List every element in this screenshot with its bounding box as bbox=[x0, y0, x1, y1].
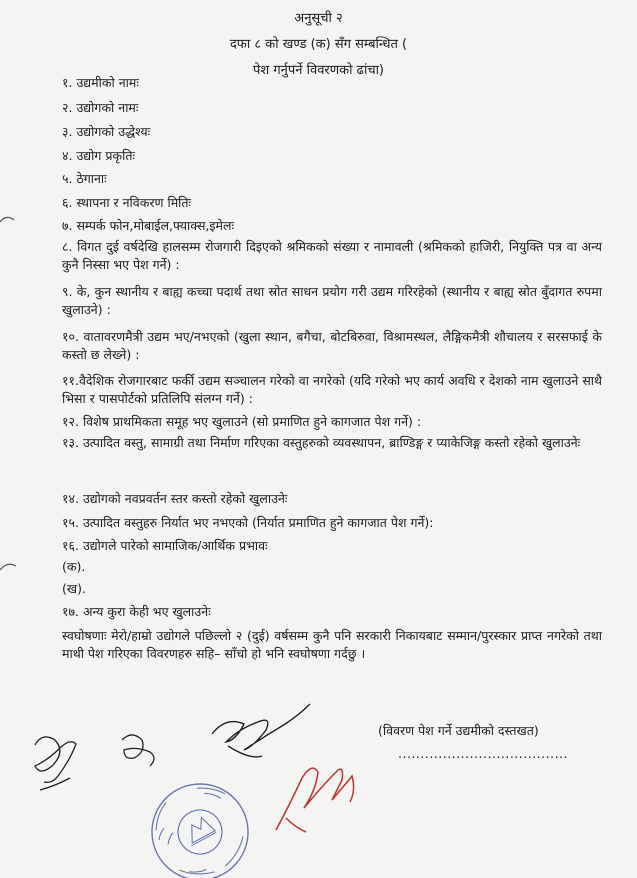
annex-subtitle-2: पेश गर्नुपर्ने विवरणको ढांचा) bbox=[252, 63, 385, 78]
item-15: १५. उत्पादित वस्तुहरु निर्यात भए नभएको (निर्यात प्रमाणित हुने कागजात पेश गर्ने): bbox=[62, 515, 434, 530]
item-5: ५. ठेगानाः bbox=[62, 171, 107, 186]
annex-subtitle: दफा ८ को खण्ड (क) सँग सम्बन्धित ( bbox=[229, 37, 408, 52]
item-10: १०. वातावरणमैत्री उद्यम भए/नभएको (खुला स्थान, बगैचा, बोटबिरुवा, विश्रामस्थल, लैङ्गिकमैत्री शौचालय र सरसफाई के कस्तो छ लेख्ने) : bbox=[62, 329, 602, 362]
item-14: १४. उद्योगको नवप्रवर्तन स्तर कस्तो रहेको खुलाउनेः bbox=[62, 491, 288, 506]
item-16: १६. उद्योगले पारेको सामाजिक/आर्थिक प्रभावः bbox=[62, 538, 268, 553]
item-1: १. उद्यमीको नामः bbox=[62, 75, 139, 90]
item-3: ३. उद्योगको उद्धेश्यः bbox=[62, 124, 151, 139]
item-9: ९. के, कुन स्थानीय र बाह्य कच्चा पदार्थ तथा स्रोत साधन प्रयोग गरी उद्यम गरिरहेको (स्थानीय र बाह्य स्रोत बुँदागत रुपमा खुलाउने) : bbox=[62, 284, 602, 317]
item-6: ६. स्थापना र नविकरण मितिः bbox=[62, 195, 192, 210]
signature-caption: (विवरण पेश गर्ने उद्यमीको दस्तखत) bbox=[378, 723, 539, 738]
signature-line: ...................................... bbox=[398, 746, 568, 761]
item-12: १२. विशेष प्राथमिकता समूह भए खुलाउने (सो प्रमाणित हुने कागजात पेश गर्ने) : bbox=[62, 414, 422, 429]
sub-item-b: (ख). bbox=[62, 581, 86, 596]
annex-title: अनुसूची २ bbox=[294, 11, 343, 26]
self-declaration: स्वघोषणाः मेरो/हाम्रो उद्योगले पछिल्लो २ (दुई) वर्षसम्म कुनै पनि सरकारी निकायबाट सम्मान/पुरस्कार प्राप्त नगरेको तथा माथी पेश गरिएका विवरणहरु सहि– साँचो हो भनि स्वघोषणा गर्दछु । bbox=[62, 628, 602, 661]
sub-item-a: (क). bbox=[62, 559, 86, 574]
item-2: २. उद्योगको नामः bbox=[62, 100, 139, 115]
item-7: ७. सम्पर्क फोन,मोबाईल,फ्याक्स,इमेलः bbox=[62, 218, 235, 233]
item-11: ११.वैदेशिक रोजगारबाट फर्की उद्यम सञ्चालन गरेको वा नगरेको (यदि गरेको भए कार्य अवधि र देशको नाम खुलाउने साथै भिसा र पासपोर्टको प्रतिलिपि संलग्न गर्ने) : bbox=[62, 373, 602, 406]
item-4: ४. उद्योग प्रकृतिः bbox=[62, 148, 136, 163]
item-17: १७. अन्य कुरा केही भए खुलाउनेः bbox=[62, 604, 211, 619]
item-13: १३. उत्पादित वस्तु, सामाग्री तथा निर्माण गरिएका वस्तुहरुको व्यवस्थापन, ब्राण्डिङ्ग र प्याकेजिङ्ग कस्तो रहेको खुलाउनेः bbox=[62, 435, 581, 450]
item-8: ८. विगत दुई वर्षदेखि हालसम्म रोजगारी दिइएको श्रमिकको संख्या र नामावली (श्रमिकको हाजिरी, नियुक्ति पत्र वा अन्य कुनै निस्सा भए पेश गर्ने) : bbox=[62, 239, 602, 272]
